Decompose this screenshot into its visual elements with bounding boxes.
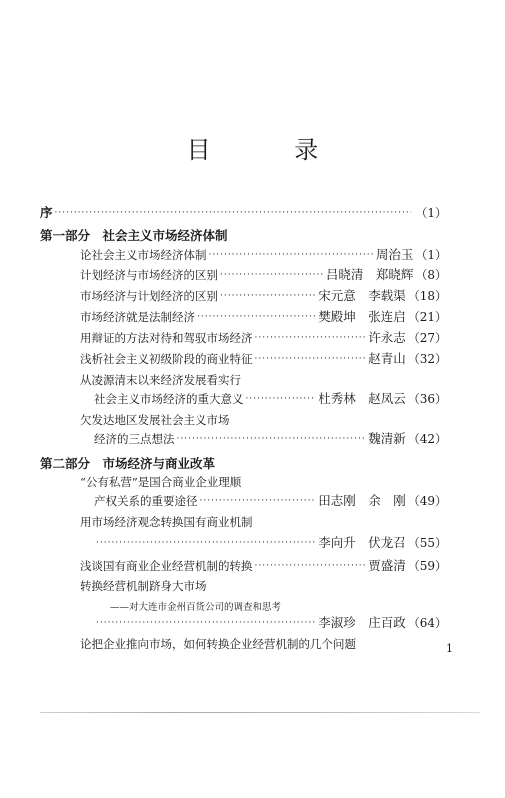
entry-title-line[interactable]: 从凌源清末以来经济发展看实行 [80,373,241,387]
toc-entry[interactable] [80,557,447,575]
leader-dots [209,246,374,264]
entry-title-line[interactable]: “公有私营”是国合商业企业理顺 [80,475,242,489]
leader-dots [255,329,367,347]
entry-title: 市场经济与计划经济的区别 [80,289,218,303]
entry-page: （59） [407,559,447,573]
toc-entry[interactable] [80,287,447,305]
entry-authors: 李淑珍 庄百政 [318,615,406,630]
page-title: 目 录 [186,136,357,164]
entry-title: 社会主义市场经济的重大意义 [94,392,244,406]
leader-dots [96,534,316,552]
leader-dots [197,308,316,326]
entry-page: （21） [407,310,447,324]
entry-page: （42） [407,432,447,446]
entry-authors: 李向升 伏龙召 [318,535,406,550]
entry-title: 浅析社会主义初级阶段的商业特征 [80,352,253,366]
part-heading[interactable]: 第一部分 社会主义市场经济体制 [40,228,228,243]
leader-dots [96,614,316,632]
entry-page: （1） [415,248,447,262]
leader-dots [255,350,367,368]
toc-entry[interactable] [94,492,447,510]
entry-title: 市场经济就是法制经济 [80,310,195,324]
entry-authors: 宋元意 李载渠 [318,288,406,303]
part-heading[interactable]: 第二部分 市场经济与商业改革 [40,456,216,471]
page-number: 1 [446,642,453,655]
entry-title-line[interactable]: 转换经营机制跻身大市场 [80,579,207,593]
entry-page: （1） [415,206,447,220]
entry-title-line[interactable]: 论把企业推向市场，如何转换企业经营机制的几个问题 [80,637,356,651]
entry-page: （18） [407,289,447,303]
entry-title: 计划经济与市场经济的区别 [80,268,218,282]
entry-authors: 魏清新 [368,431,406,446]
entry-page: （49） [407,494,447,508]
entry-title-line[interactable]: 用市场经济观念转换国有商业机制 [80,515,253,529]
entry-authors: 杜秀林 赵凤云 [318,391,406,406]
entry-page: （8） [415,268,447,282]
leader-dots [55,204,412,222]
entry-authors: 赵青山 [368,351,406,366]
entry-title: 浅谈国有商业企业经营机制的转换 [80,559,253,573]
toc-entry-preface[interactable] [40,204,447,222]
entry-title: 经济的三点想法 [94,432,175,446]
entry-page: （27） [407,331,447,345]
page-bottom-rule [40,712,480,713]
entry-page: （36） [407,392,447,406]
toc-entry[interactable] [80,350,447,368]
entry-title-line[interactable]: 欠发达地区发展社会主义市场 [80,413,230,427]
toc-entry[interactable] [94,614,447,632]
toc-entry[interactable] [80,329,447,347]
leader-dots [200,492,317,510]
entry-authors: 田志刚 余 刚 [318,493,406,508]
entry-page: （32） [407,352,447,366]
entry-page: （55） [407,536,447,550]
leader-dots [177,430,367,448]
entry-title: 序 [40,205,53,220]
toc-entry[interactable] [80,308,447,326]
entry-authors: 周治玉 [375,247,414,262]
leader-dots [220,266,324,284]
toc-entry[interactable] [94,534,447,552]
leader-dots [255,557,367,575]
toc-entry[interactable] [80,246,447,264]
entry-title: 论社会主义市场经济体制 [80,248,207,262]
leader-dots [220,287,316,305]
entry-title: 产权关系的重要途径 [94,494,198,508]
entry-authors: 吕晓清 郑晓辉 [325,267,414,282]
leader-dots [246,390,317,408]
entry-page: （64） [407,616,447,630]
entry-authors: 贾盛清 [368,558,406,573]
entry-authors: 樊殿坤 张连启 [318,309,406,324]
toc-entry[interactable] [94,390,447,408]
toc-entry[interactable] [80,266,447,284]
entry-subtitle: ——对大连市金州百货公司的调查和思考 [110,602,282,613]
entry-title: 用辩证的方法对待和驾驭市场经济 [80,331,253,345]
entry-authors: 许永志 [368,330,406,345]
toc-entry[interactable] [94,430,447,448]
